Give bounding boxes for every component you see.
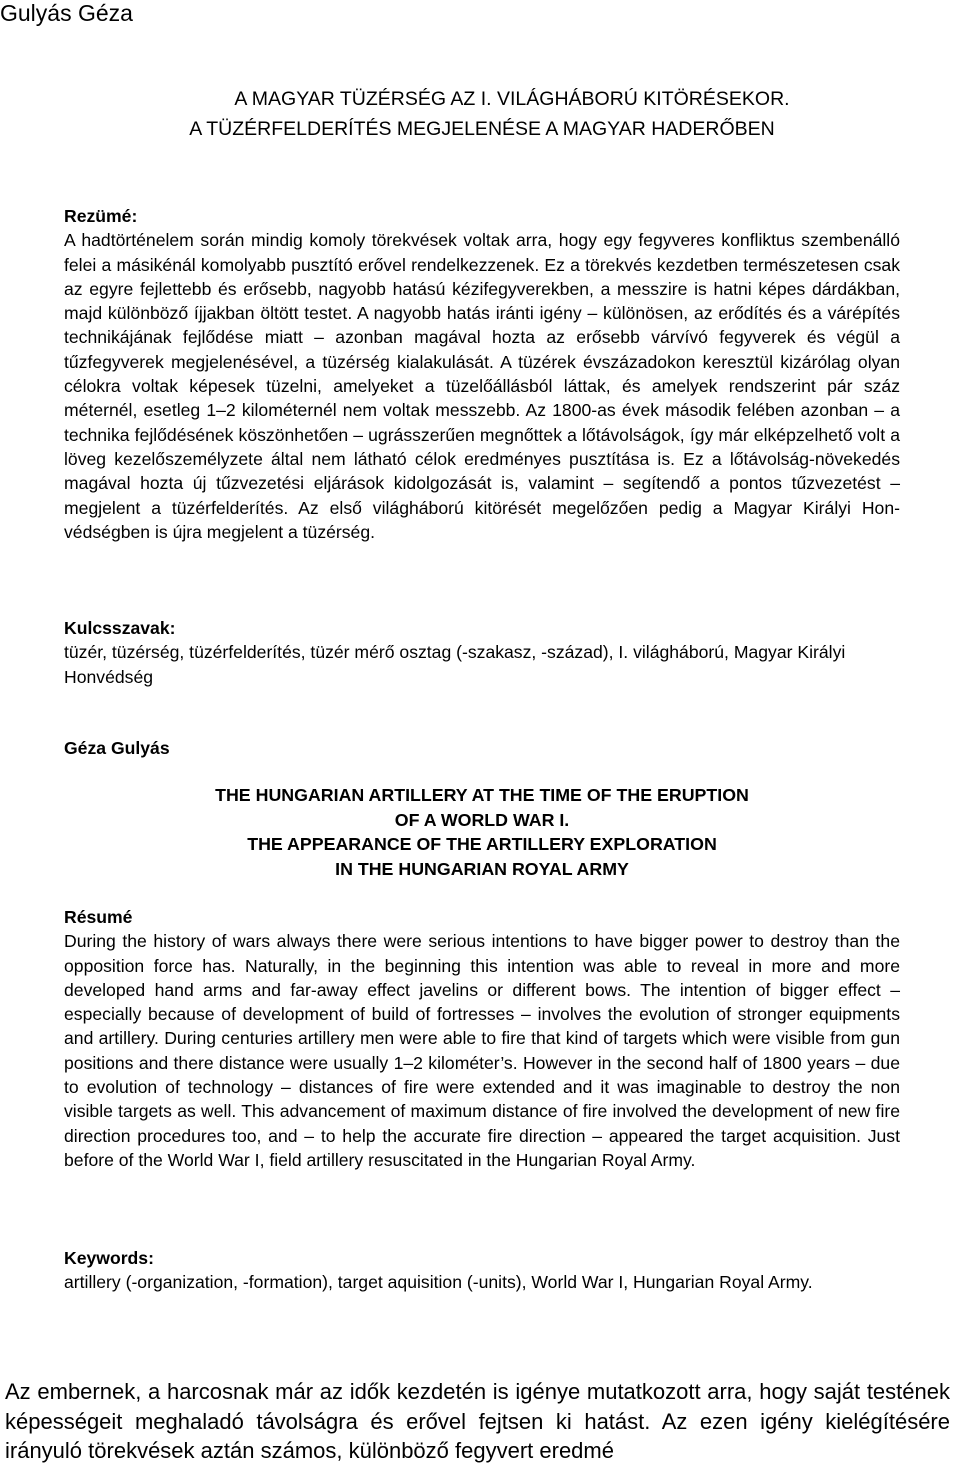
author-name-hu: Gulyás Géza bbox=[0, 0, 133, 26]
keywords-hu-section bbox=[64, 616, 900, 689]
summary-en-section bbox=[64, 905, 900, 1172]
summary-en-heading: Résumé bbox=[64, 907, 133, 927]
title-hu bbox=[64, 84, 900, 144]
author-section-en bbox=[64, 736, 900, 760]
title-hu-line-1: A MAGYAR TÜZÉRSÉG AZ I. VILÁGHÁBORÚ KITÖRÉSEKOR. bbox=[234, 88, 790, 110]
title-en-line-2: OF A WORLD WAR I. bbox=[394, 809, 570, 830]
title-en bbox=[64, 783, 900, 881]
title-hu-line-2: A TÜZÉRFELDERÍTÉS MEGJELENÉSE A MAGYAR HADERŐBEN bbox=[189, 118, 775, 140]
keywords-en-text: artillery (-organization, -formation), target aquisition (-units), World War I, Hungarian Royal Army. bbox=[64, 1272, 813, 1293]
keywords-en-heading: Keywords: bbox=[64, 1248, 154, 1268]
title-en-line-1: THE HUNGARIAN ARTILLERY AT THE TIME OF THE ERUPTION bbox=[215, 785, 749, 805]
title-en-line-3: THE APPEARANCE OF THE ARTILLERY EXPLORATION bbox=[247, 834, 717, 854]
author-name-en: Géza Gulyás bbox=[64, 738, 170, 758]
keywords-en-section bbox=[64, 1246, 900, 1295]
summary-hu-heading: Rezümé: bbox=[64, 206, 138, 226]
body-paragraph: Az embernek, a harcosnak már az idők kezdetén is igénye mutatkozott arra, hogy saját testének képességeit meghaladó távolságra és erővel fejtsen ki hatást. Az ezen igény kielégítésére irányuló törekvések aztán számos, különböző fegyvert eredmé bbox=[5, 1379, 950, 1463]
keywords-hu-text: tüzér, tüzérség, tüzérfelderítés, tüzér mérő osztag (-szakasz, -század), I. világháború, Magyar Királyi Honvédség bbox=[64, 642, 846, 687]
summary-hu-section bbox=[64, 204, 900, 544]
title-en-line-4: IN THE HUNGARIAN ROYAL ARMY bbox=[335, 858, 629, 879]
body-text-section bbox=[5, 1377, 950, 1466]
summary-en-text: During the history of wars always there were serious intentions to have bigger power to destroy than the opposition force has. Naturally, in the beginning this intention was able to reveal in more and more developed hand arms and far-away effect javelins or different bows. The intention of bigger effect – especially because of development of build of fortresses – involves the evolution of stronger equipments and artillery. During centuries artillery men were able to fire that kind of targets which were visible from gun positions and there distance were usually 1–2 kilométer’s. However in the second half of 1800 years – due to evolution of technology – distances of fire were extended and it was imaginable to destroy the non visible targets as well. This advancement of maximum distance of fire involved the development of new fire direction procedures too, and – to help the accurate fire direction – appeared the target acquisition. Just before of the World War I, field artillery resuscitated in the Hungarian Royal Army. bbox=[64, 931, 900, 1170]
keywords-hu-heading: Kulcsszavak: bbox=[64, 618, 176, 638]
summary-hu-text: A hadtörténelem során mindig komoly törekvések voltak arra, hogy egy fegyveres konfliktus szembenálló felei a másikénál komolyabb pusztító erővel rendelkezzenek. Ez a törekvés kezdetben természetesen csak az egyre fejlettebb és erősebb, nagyobb hatású kézifegyverekben, a messzire is hatni képes dárdákban, majd különböző íjjakban öltött testet. A nagyobb hatás iránti igény – különösen, az erődítés és a várépítés technikájának fejlődése miatt – azonban magával hozta az erősebb várvívó fegyverek és végül a tűzfegyverek megjelenésével, a tüzérség kialakulását. A tüzérek évszázadokon keresztül kizárólag olyan célokra voltak képesek tüzelni, amelyeket a tüzelőállásból láttak, és amelyek rendszerint pár száz méternél, esetleg 1–2 kilométernél nem voltak messzebb. Az 1800-as évek második felében azonban – a technika fejlődésének köszönhetően – ugrásszerűen megnőttek a lőtávolságok, így már elképzelhető volt a löveg kezelőszemélyzete által nem látható célok eredményes pusztítása is. Ez a lőtávolság-növekedés magával hozta új tűzvezetési eljárások kidolgozását is, valamint – segítendő a pontos tűzvezetést – megjelent a tüzérfelderítés. Az első világháború kitörését megelőzően pedig a Magyar Királyi Honvédségben is újra megjelent a tüzérség. bbox=[64, 230, 900, 542]
